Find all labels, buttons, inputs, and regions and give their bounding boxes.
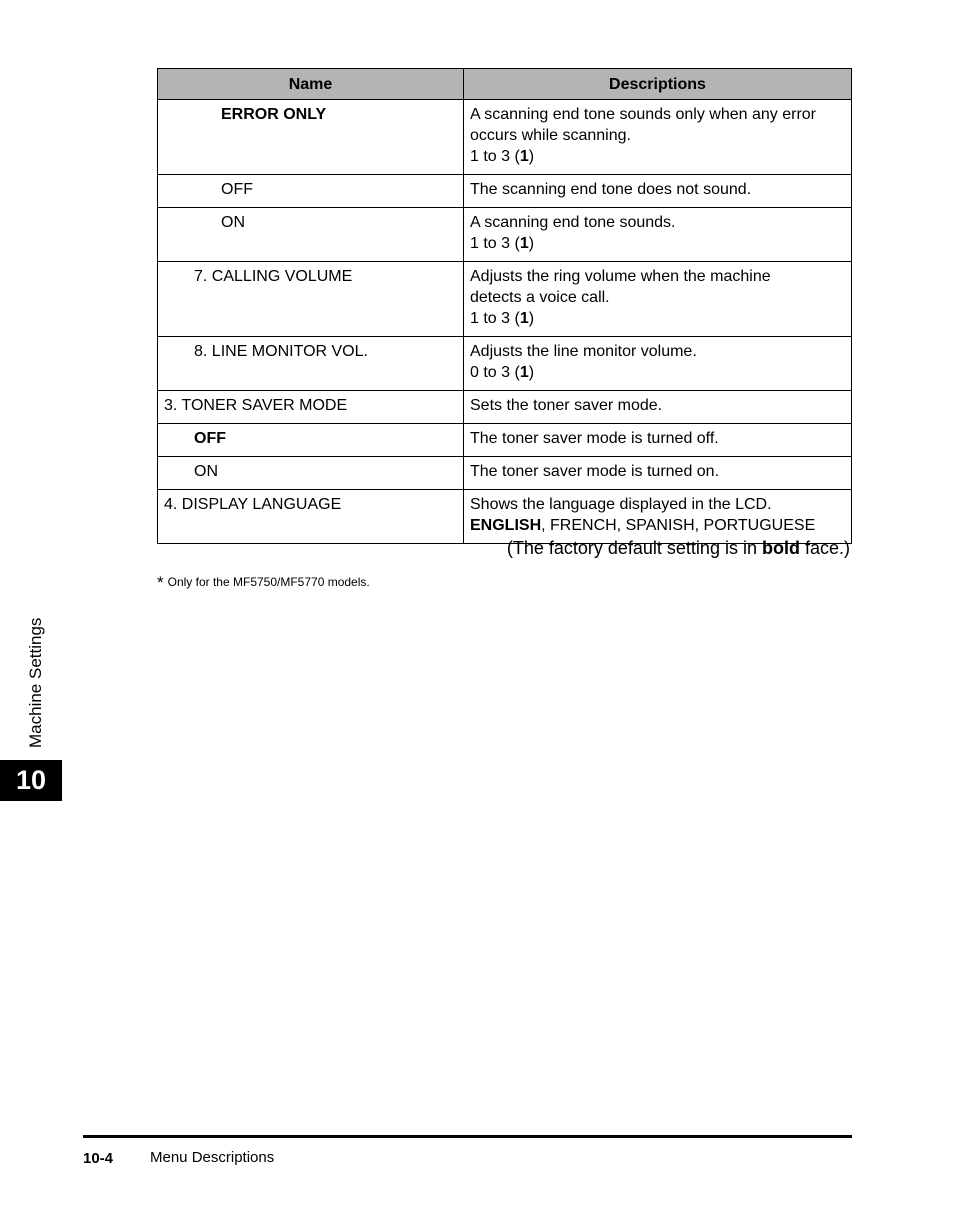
range-text: 1 to 3 ( xyxy=(470,310,520,327)
setting-name: ERROR ONLY xyxy=(158,100,464,175)
default-value: 1 xyxy=(519,148,529,165)
description-line: detects a voice call. xyxy=(470,289,610,306)
setting-description xyxy=(464,208,852,262)
footnote-text: Only for the MF5750/MF5770 models. xyxy=(167,575,370,589)
setting-name: 7. CALLING VOLUME xyxy=(158,262,464,337)
default-language: ENGLISH xyxy=(470,517,542,534)
footer-divider xyxy=(83,1135,852,1138)
setting-name: ON xyxy=(158,208,464,262)
description-line: A scanning end tone sounds only when any error xyxy=(470,106,817,123)
value-range xyxy=(470,146,843,167)
range-close: ) xyxy=(528,148,535,165)
table-row xyxy=(158,262,852,337)
table-row xyxy=(158,208,852,262)
chapter-number-tab: 10 xyxy=(0,760,62,801)
footnote-mark: * xyxy=(157,573,164,592)
table-row xyxy=(158,457,852,490)
setting-description xyxy=(464,424,852,457)
table-row xyxy=(158,175,852,208)
description-line: Shows the language displayed in the LCD. xyxy=(470,496,772,513)
range-text: 0 to 3 ( xyxy=(470,364,520,381)
factory-default-note xyxy=(507,537,850,559)
default-value: 1 xyxy=(519,310,529,327)
description-line: The toner saver mode is turned off. xyxy=(470,430,719,447)
setting-description xyxy=(464,262,852,337)
table-row xyxy=(158,100,852,175)
range-text: 1 to 3 ( xyxy=(470,148,520,165)
setting-description xyxy=(464,337,852,391)
chapter-side-label: Machine Settings xyxy=(26,617,45,748)
description-line: The toner saver mode is turned on. xyxy=(470,463,720,480)
column-header-name: Name xyxy=(158,69,464,100)
column-header-descriptions: Descriptions xyxy=(464,69,852,100)
setting-name: 4. DISPLAY LANGUAGE xyxy=(158,490,464,544)
setting-name: OFF xyxy=(158,175,464,208)
default-value: 1 xyxy=(519,235,529,252)
description-line: Sets the toner saver mode. xyxy=(470,397,663,414)
setting-description xyxy=(464,490,852,544)
setting-description xyxy=(464,457,852,490)
table-row xyxy=(158,391,852,424)
table-header-row xyxy=(158,69,852,100)
description-line: The scanning end tone does not sound. xyxy=(470,181,752,198)
setting-name: 3. TONER SAVER MODE xyxy=(158,391,464,424)
range-text: 1 to 3 ( xyxy=(470,235,520,252)
description-line: Adjusts the ring volume when the machine xyxy=(470,268,771,285)
table-row xyxy=(158,490,852,544)
footer-section-title: Menu Descriptions xyxy=(150,1149,275,1166)
description-line: Adjusts the line monitor volume. xyxy=(470,343,697,360)
range-close: ) xyxy=(528,364,535,381)
range-close: ) xyxy=(528,310,535,327)
range-close: ) xyxy=(528,235,535,252)
setting-name: OFF xyxy=(158,424,464,457)
note-bold-word: bold xyxy=(761,538,800,558)
setting-description xyxy=(464,391,852,424)
footnote xyxy=(157,573,370,592)
table-row xyxy=(158,337,852,391)
setting-name: 8. LINE MONITOR VOL. xyxy=(158,337,464,391)
menu-settings-table xyxy=(157,68,852,544)
setting-description xyxy=(464,175,852,208)
setting-name: ON xyxy=(158,457,464,490)
value-range xyxy=(470,362,843,383)
setting-description xyxy=(464,100,852,175)
language-options xyxy=(470,515,843,536)
page-number: 10-4 xyxy=(83,1150,114,1167)
other-languages: , FRENCH, SPANISH, PORTUGUESE xyxy=(541,517,816,534)
value-range xyxy=(470,308,843,329)
description-line: A scanning end tone sounds. xyxy=(470,214,676,231)
note-text-end: face.) xyxy=(799,538,850,558)
description-line: occurs while scanning. xyxy=(470,127,631,144)
value-range xyxy=(470,233,843,254)
table-row xyxy=(158,424,852,457)
default-value: 1 xyxy=(519,364,529,381)
note-text: (The factory default setting is in xyxy=(506,538,762,558)
